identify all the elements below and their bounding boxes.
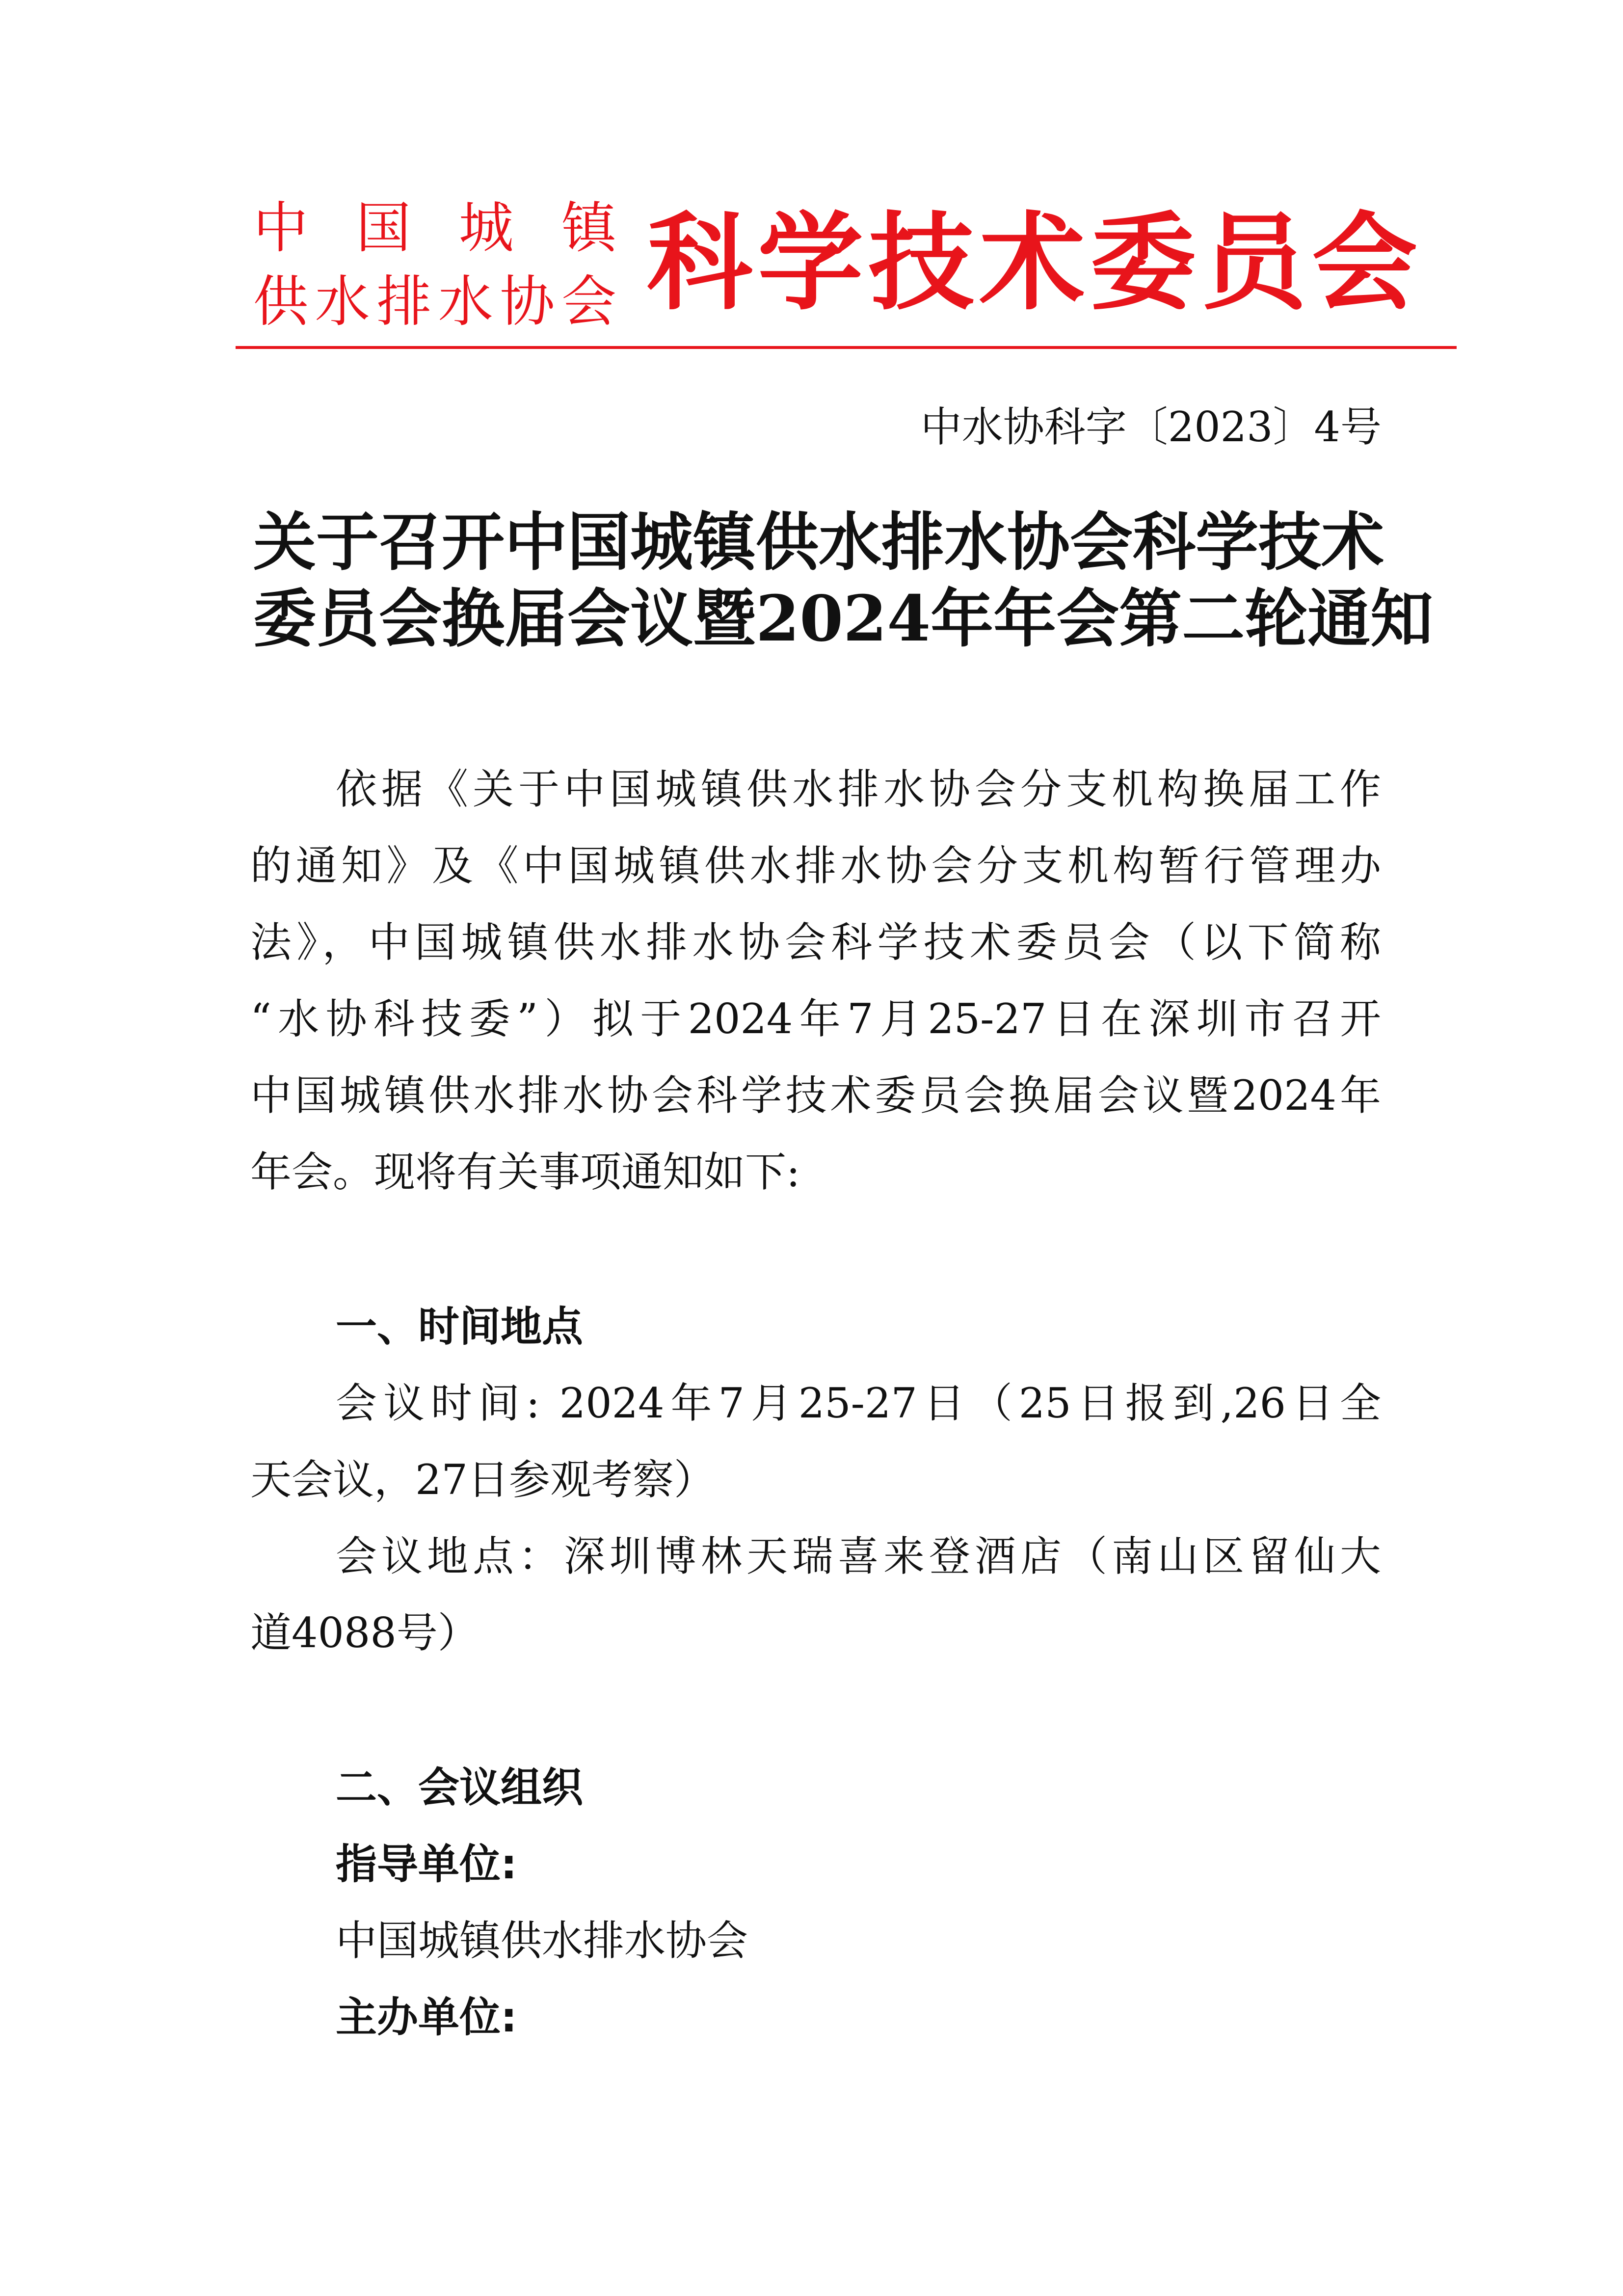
title-line2: 委员会换届会议暨2024年年会第二轮通知	[253, 582, 1434, 656]
document-number: 中水协科字〔2023〕4号	[920, 403, 1382, 451]
header-divider	[236, 346, 1457, 349]
intro-line: 年会。现将有关事项通知如下:	[250, 1148, 800, 1196]
intro-line: 法》，中国城镇供水排水协会科学技术委员会（以下简称	[250, 918, 1381, 966]
host-unit-label: 主办单位:	[336, 1993, 517, 2041]
meeting-time-line: 会议时间: 2024年7月25-27日（25日报到,26日全	[336, 1379, 1381, 1427]
title-line1: 关于召开中国城镇供水排水协会科学技术	[253, 506, 1384, 579]
section2-heading: 二、会议组织	[336, 1763, 584, 1812]
intro-line: 的通知》及《中国城镇供水排水协会分支机构暂行管理办	[250, 842, 1381, 890]
guide-unit-label: 指导单位:	[336, 1840, 517, 1888]
org-name-line2: 供水排水协会	[253, 270, 616, 334]
intro-line: 依据《关于中国城镇供水排水协会分支机构换届工作	[336, 765, 1381, 813]
org-name-line1: 中 国 城 镇	[253, 196, 616, 260]
meeting-time-line: 天会议，27日参观考察）	[250, 1456, 715, 1504]
section1-heading: 一、时间地点	[336, 1303, 584, 1351]
meeting-place-line: 道4088号）	[250, 1609, 479, 1657]
intro-line: “水协科技委”）拟于2024年7月25-27日在深圳市召开	[250, 995, 1381, 1043]
meeting-place-line: 会议地点：深圳博林天瑞喜来登酒店（南山区留仙大	[336, 1532, 1381, 1580]
guide-unit-value: 中国城镇供水排水协会	[336, 1917, 748, 1965]
intro-line: 中国城镇供水排水协会科学技术委员会换届会议暨2024年	[250, 1071, 1381, 1120]
committee-name: 科学技术委员会	[647, 200, 1417, 324]
